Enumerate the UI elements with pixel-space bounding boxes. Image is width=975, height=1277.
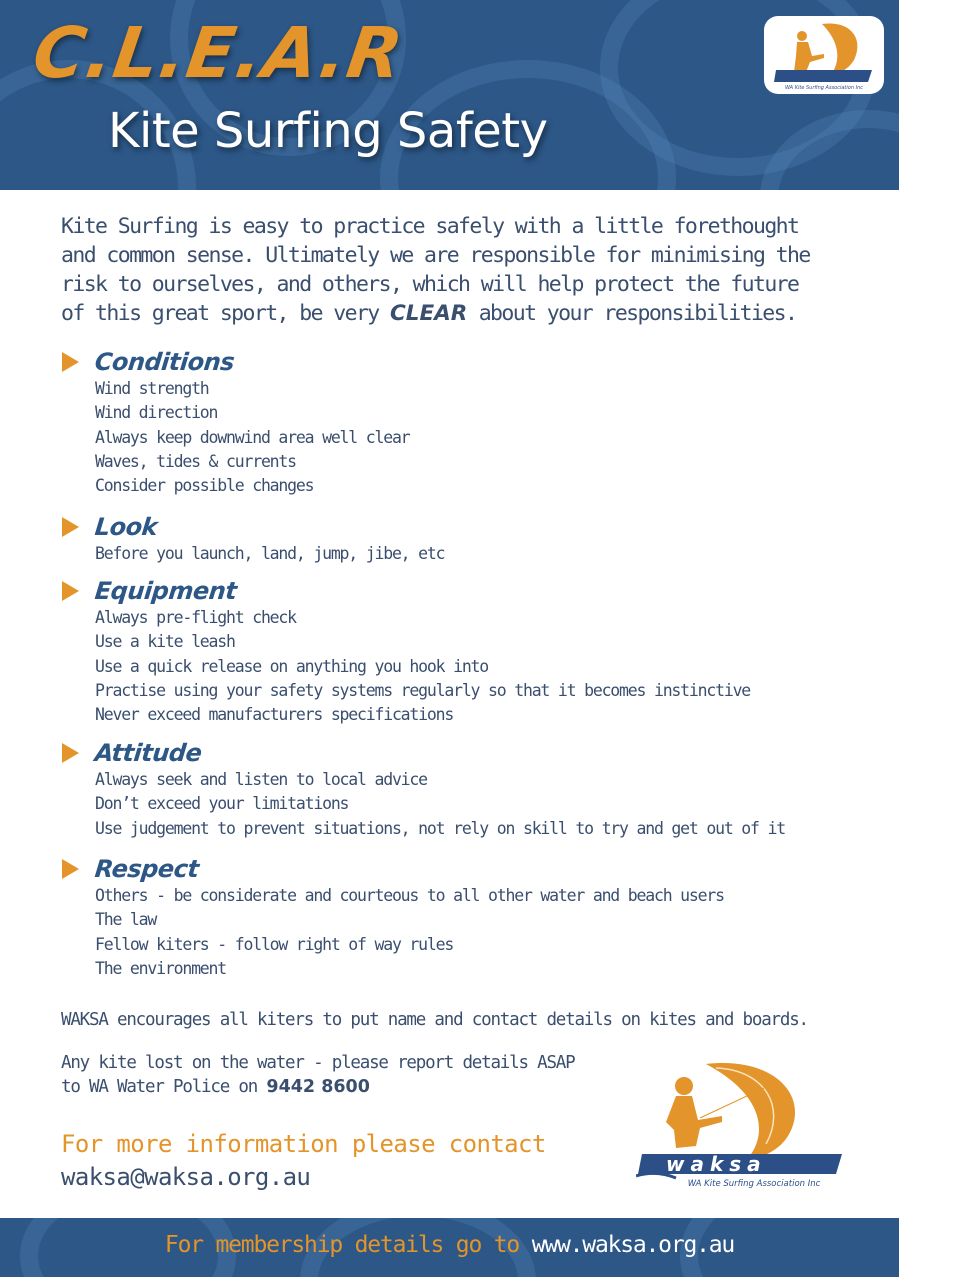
footer-banner (0, 1218, 899, 1277)
svg-text:waksa: waksa (666, 1152, 767, 1176)
bullet-arrow-icon (62, 581, 79, 601)
section-title: Equipment (93, 577, 238, 605)
header-banner (0, 0, 899, 190)
intro-paragraph: Kite Surfing is easy to practice safely with a little forethought and common sense. Ultimately we are responsible for minimising the risk to ourselves, and others, which will help protect the future of this great sport, be very CLEAR about your responsibilities. (61, 214, 810, 326)
list-item: Use a kite leash (95, 632, 235, 652)
page-subtitle: Kite Surfing Safety (108, 103, 548, 159)
section-equipment (62, 576, 750, 727)
membership-line: For membership details go to www.waksa.org.au (164, 1232, 735, 1258)
kitesurfer-logo-icon (636, 1058, 848, 1190)
contact-email-link[interactable]: waksa@waksa.org.au (61, 1163, 311, 1191)
section-conditions (62, 347, 409, 498)
bullet-arrow-icon (62, 352, 79, 372)
section-title: Look (93, 513, 159, 541)
list-item: Consider possible changes (95, 476, 314, 496)
police-phone: 9442 8600 (266, 1077, 370, 1097)
list-item: Always keep downwind area well clear (95, 427, 410, 447)
section-title: Conditions (93, 348, 236, 376)
section-attitude (62, 738, 785, 841)
section-respect (62, 854, 724, 981)
encourage-note: WAKSA encourages all kiters to put name and contact details on kites and boards. (61, 1010, 808, 1030)
list-item: Wind strength (95, 379, 209, 398)
contact-label: For more information please contact (61, 1130, 546, 1158)
page-title: C.L.E.A.R (28, 12, 409, 94)
list-item: Don’t exceed your limitations (95, 794, 349, 814)
list-item: Use judgement to prevent situations, not rely on skill to try and get out of it (95, 818, 785, 838)
bullet-arrow-icon (62, 859, 79, 879)
section-title: Respect (93, 855, 200, 883)
list-item: Always seek and listen to local advice (95, 770, 427, 789)
waksa-logo (636, 1058, 848, 1190)
list-item: Always pre-flight check (95, 608, 296, 627)
website-link[interactable]: www.waksa.org.au (531, 1232, 735, 1258)
list-item: The law (95, 910, 157, 930)
header-logo (764, 16, 884, 94)
svg-text:WA Kite Surfing Association In: WA Kite Surfing Association Inc (687, 1179, 821, 1189)
list-item: Practise using your safety systems regularly so that it becomes instinctive (95, 680, 751, 700)
list-item: Wind direction (95, 403, 218, 423)
bullet-arrow-icon (62, 743, 79, 763)
clear-emphasis: CLEAR (389, 301, 468, 326)
list-item: Use a quick release on anything you hook into (95, 656, 489, 676)
bullet-arrow-icon (62, 517, 79, 537)
list-item: Never exceed manufacturers specifications (95, 705, 454, 725)
kitesurfer-logo-icon (764, 16, 884, 94)
svg-text:WA Kite Surfing Association In: WA Kite Surfing Association Inc (784, 85, 864, 91)
list-item: Waves, tides & currents (95, 451, 296, 471)
lost-kite-note: Any kite lost on the water - please report details ASAP to WA Water Police on 9442 8600 (61, 1053, 575, 1097)
section-look (62, 512, 444, 566)
list-item: The environment (95, 958, 227, 978)
list-item: Fellow kiters - follow right of way rules (95, 934, 454, 954)
list-item: Others - be considerate and courteous to all other water and beach users (95, 886, 724, 905)
section-title: Attitude (93, 739, 203, 767)
list-item: Before you launch, land, jump, jibe, etc (95, 544, 445, 563)
